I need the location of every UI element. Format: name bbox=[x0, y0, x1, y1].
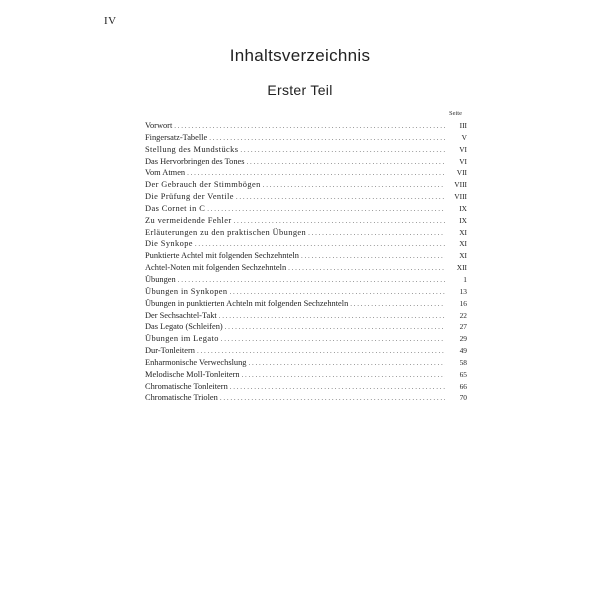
toc-entry-page: VIII bbox=[454, 192, 467, 202]
toc-entry-page: VI bbox=[459, 144, 467, 154]
toc-entry bbox=[145, 333, 467, 345]
dot-leader bbox=[263, 180, 445, 192]
dot-leader bbox=[247, 157, 445, 169]
page-title: Inhaltsverzeichnis bbox=[229, 46, 371, 65]
toc-entry bbox=[145, 179, 467, 191]
toc-entry-title: Das Hervorbringen des Tones bbox=[145, 156, 245, 166]
dot-leader bbox=[207, 204, 445, 216]
dot-leader bbox=[174, 121, 445, 133]
toc-entry bbox=[145, 262, 467, 274]
toc-entry-page: 29 bbox=[459, 334, 467, 344]
toc-entry-title: Punktierte Achtel mit folgenden Sechzehnteln bbox=[145, 251, 299, 261]
toc-entry-title: Fingersatz-Tabelle bbox=[145, 132, 208, 142]
toc-entry-page: XI bbox=[459, 239, 467, 249]
dot-leader bbox=[219, 311, 445, 323]
dot-leader bbox=[221, 334, 445, 346]
toc-entry-page: 66 bbox=[459, 381, 467, 391]
toc-entry bbox=[145, 156, 467, 168]
page-number: IV bbox=[104, 15, 117, 27]
toc-entry bbox=[145, 369, 467, 381]
toc-entry-page: VII bbox=[456, 168, 467, 178]
toc-entry bbox=[145, 310, 467, 322]
toc-entry bbox=[145, 250, 467, 262]
toc-entry-title: Das Legato (Schleifen) bbox=[145, 322, 223, 332]
toc-entry bbox=[145, 203, 467, 215]
toc-entry-page: XI bbox=[459, 227, 467, 237]
toc-entry-page: 49 bbox=[459, 346, 467, 356]
toc-entry-title: Die Synkope bbox=[145, 239, 193, 249]
toc-entry-title: Vom Atmen bbox=[145, 168, 186, 178]
dot-leader bbox=[230, 382, 445, 394]
toc-entry bbox=[145, 167, 467, 179]
toc-entry-page: 65 bbox=[459, 369, 467, 379]
toc-entry-title: Erläuterungen zu den praktischen Übungen bbox=[145, 227, 307, 237]
toc-entry bbox=[145, 191, 467, 203]
page-column-header: Seite bbox=[449, 110, 462, 117]
toc-entry-page: 27 bbox=[459, 322, 467, 332]
toc-entry-page: 22 bbox=[459, 310, 467, 320]
toc-entry-page: XII bbox=[456, 263, 467, 273]
toc-entry bbox=[145, 321, 467, 333]
toc-entry-page: VIII bbox=[454, 180, 467, 190]
dot-leader bbox=[301, 251, 445, 263]
toc-entry bbox=[145, 286, 467, 298]
toc-entry bbox=[145, 345, 467, 357]
toc-entry-title: Stellung des Mundstücks bbox=[145, 144, 239, 154]
toc-entry-page: IX bbox=[459, 215, 467, 225]
toc-entry-title: Achtel-Noten mit folgenden Sechzehnteln bbox=[145, 263, 287, 273]
table-of-contents bbox=[145, 120, 467, 404]
toc-entry-page: 58 bbox=[459, 357, 467, 367]
toc-entry bbox=[145, 144, 467, 156]
toc-entry-page: III bbox=[459, 121, 467, 130]
dot-leader bbox=[220, 393, 445, 405]
dot-leader bbox=[350, 299, 445, 311]
toc-entry-page: 16 bbox=[459, 298, 467, 308]
toc-entry-title: Übungen bbox=[145, 274, 176, 284]
toc-entry-page: 70 bbox=[459, 393, 467, 403]
dot-leader bbox=[240, 145, 445, 157]
toc-entry bbox=[145, 227, 467, 239]
toc-entry-title: Chromatische Triolen bbox=[145, 393, 218, 403]
toc-entry bbox=[145, 215, 467, 227]
toc-entry-title: Dur-Tonleitern bbox=[145, 346, 195, 356]
toc-entry-title: Die Prüfung der Ventile bbox=[145, 192, 234, 202]
toc-entry-page: XI bbox=[459, 251, 467, 261]
dot-leader bbox=[248, 358, 445, 370]
toc-entry-title: Übungen in Synkopen bbox=[145, 286, 228, 296]
dot-leader bbox=[308, 228, 445, 240]
dot-leader bbox=[288, 263, 445, 275]
toc-entry-title: Übungen in punktierten Achteln mit folgenden Sechzehnteln bbox=[145, 298, 349, 308]
toc-entry-title: Zu vermeidende Fehler bbox=[145, 215, 232, 225]
dot-leader bbox=[242, 370, 445, 382]
toc-entry-title: Übungen im Legato bbox=[145, 334, 219, 344]
toc-entry-page: IX bbox=[459, 203, 467, 213]
dot-leader bbox=[225, 322, 445, 334]
toc-entry bbox=[145, 238, 467, 250]
toc-entry-page: 13 bbox=[459, 286, 467, 296]
toc-entry bbox=[145, 120, 467, 132]
toc-entry bbox=[145, 381, 467, 393]
dot-leader bbox=[209, 133, 445, 145]
toc-entry-title: Chromatische Tonleitern bbox=[145, 381, 228, 391]
toc-entry-page: V bbox=[461, 132, 467, 142]
section-title: Erster Teil bbox=[267, 82, 333, 98]
toc-entry-title: Der Sechsachtel-Takt bbox=[145, 310, 217, 320]
toc-entry bbox=[145, 298, 467, 310]
toc-entry bbox=[145, 274, 467, 286]
toc-entry-title: Melodische Moll-Tonleitern bbox=[145, 369, 240, 379]
toc-entry-title: Das Cornet in C bbox=[145, 203, 206, 213]
toc-entry bbox=[145, 132, 467, 144]
toc-entry-title: Enharmonische Verwechslung bbox=[145, 357, 247, 367]
toc-entry bbox=[145, 357, 467, 369]
toc-entry-page: 1 bbox=[463, 274, 467, 284]
toc-entry-page: VI bbox=[459, 156, 467, 166]
toc-entry-title: Der Gebrauch der Stimmbögen bbox=[145, 180, 261, 190]
dot-leader bbox=[236, 192, 445, 204]
toc-entry-title: Vorwort bbox=[145, 121, 173, 130]
toc-entry bbox=[145, 392, 467, 404]
